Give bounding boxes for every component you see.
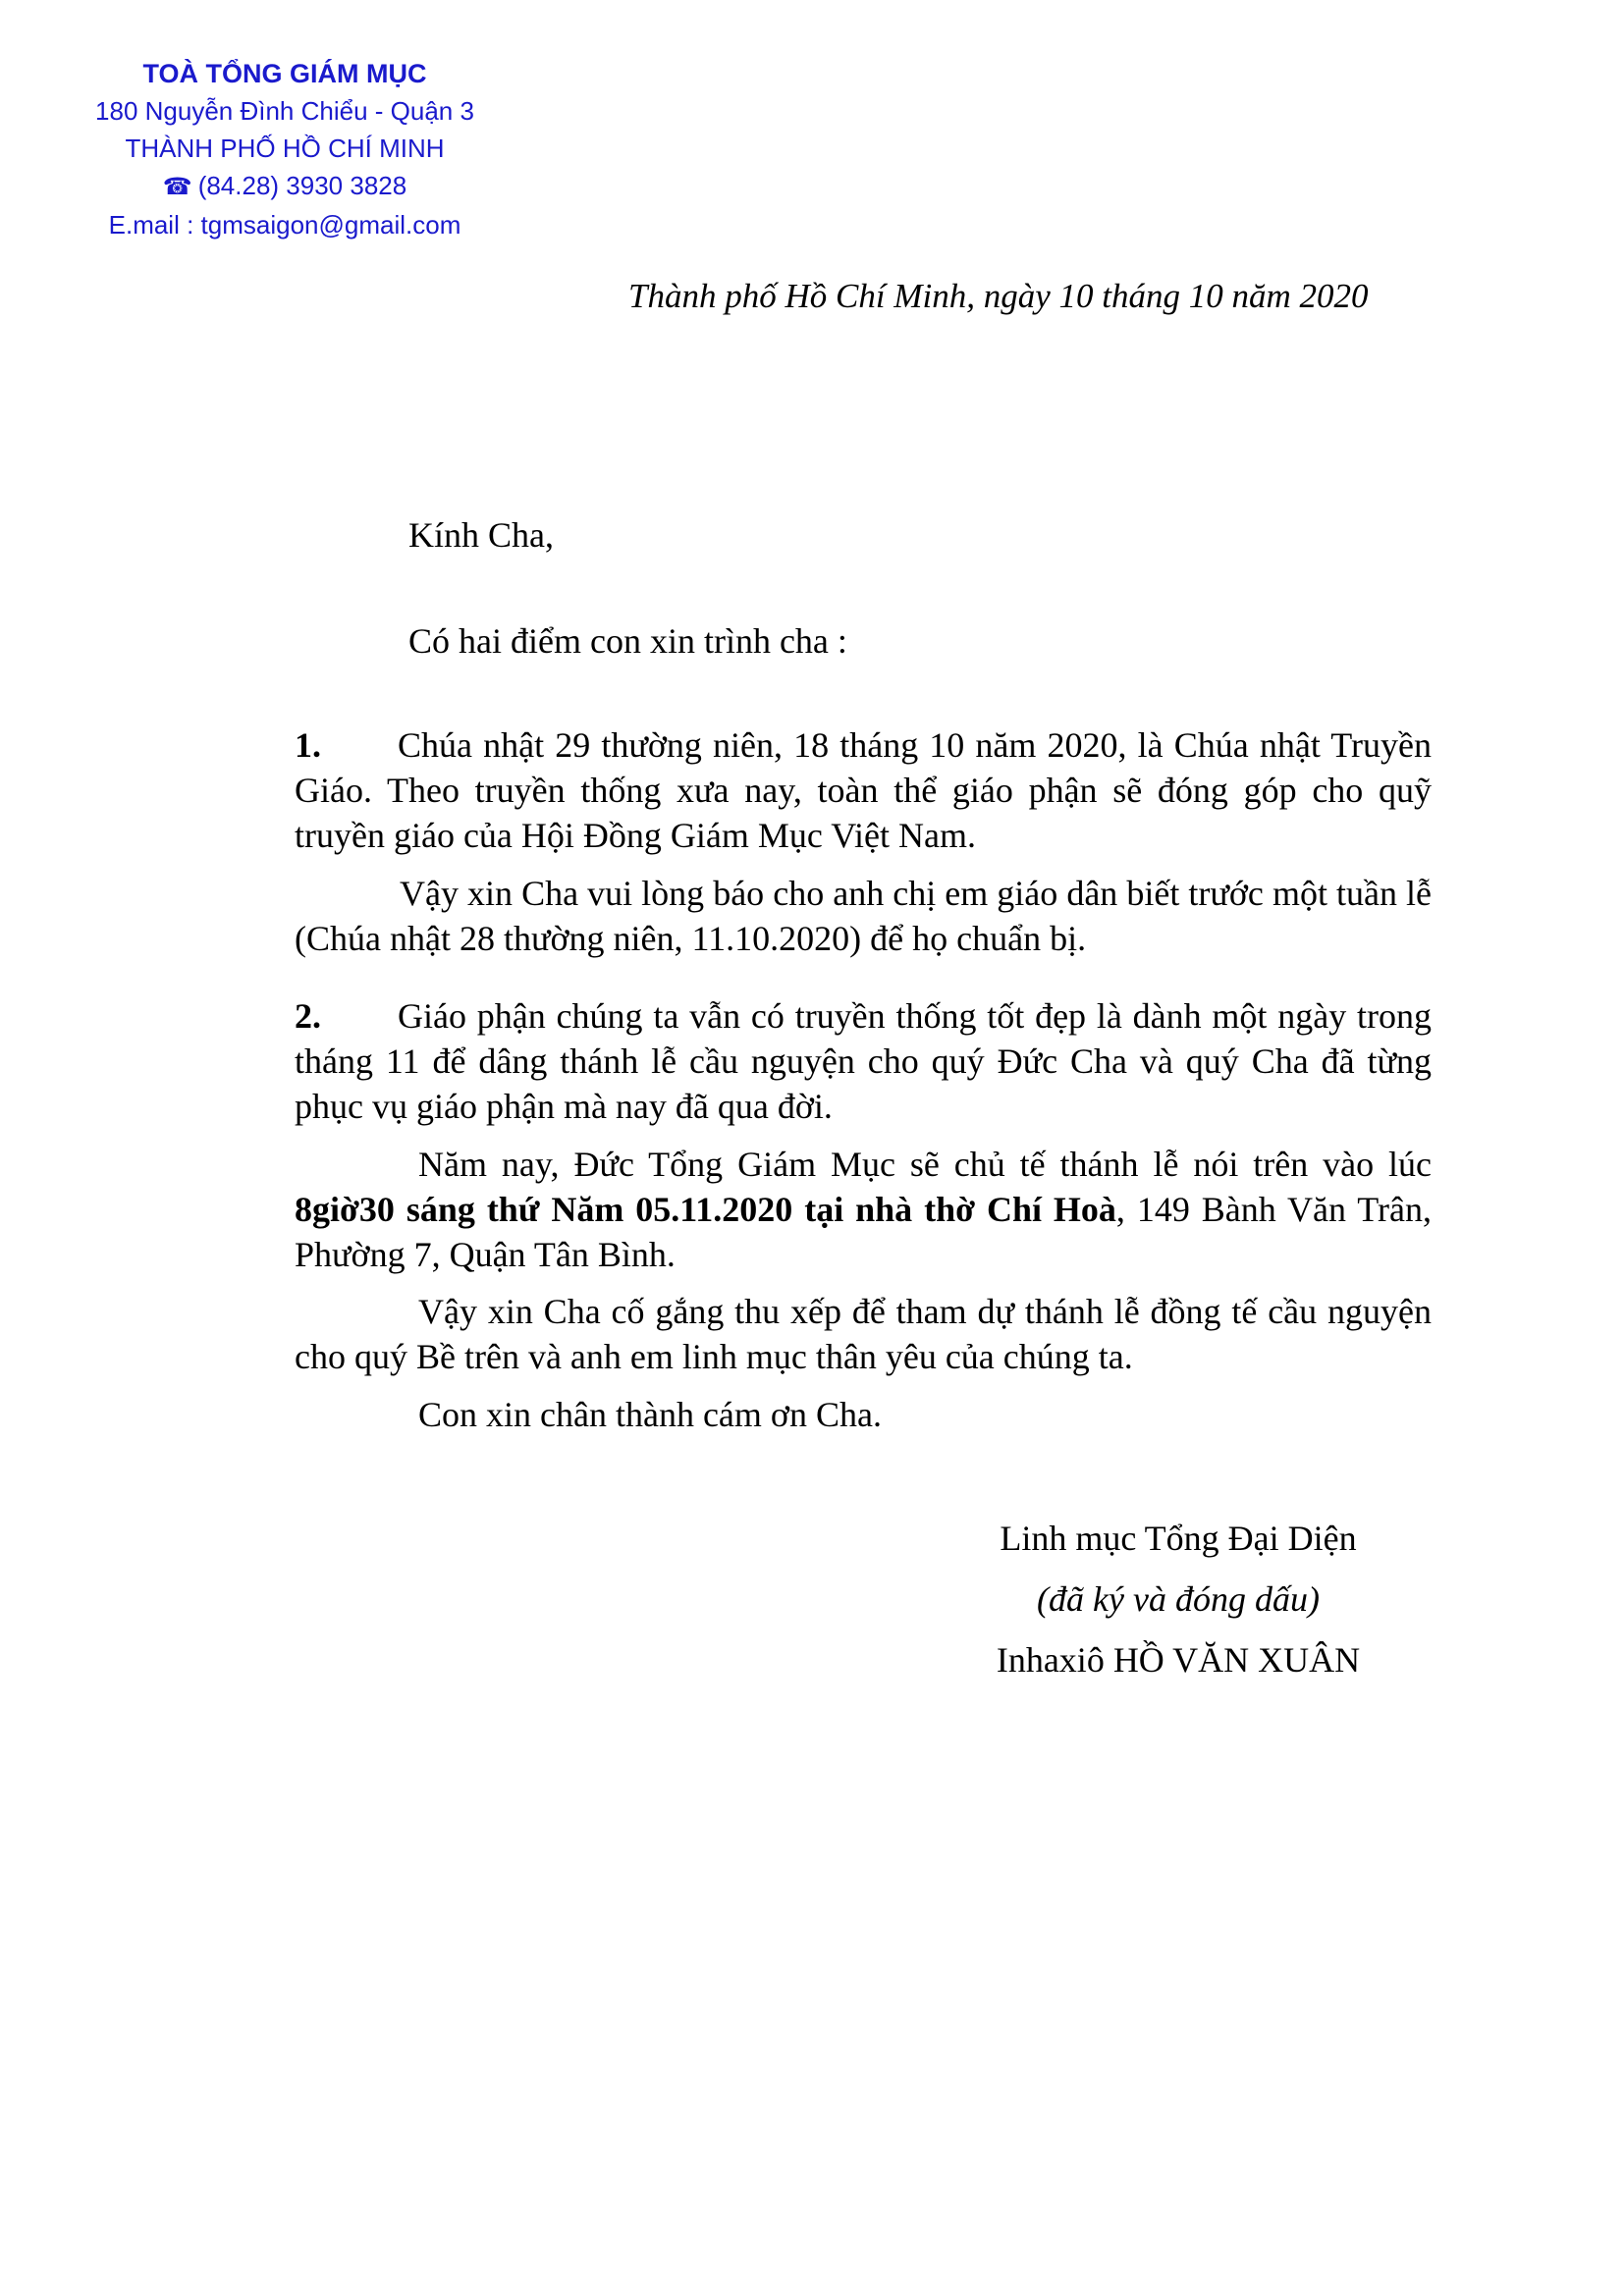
- letterhead-phone-line: [59, 167, 511, 206]
- letterhead: [59, 55, 511, 243]
- point-1: [295, 722, 1432, 858]
- point-2-number: 2.: [295, 996, 321, 1036]
- point-1-text: Chúa nhật 29 thường niên, 18 tháng 10 năm 2020, là Chúa nhật Truyền Giáo. Theo truyền thống xưa nay, toàn thể giáo phận sẽ đóng góp cho quỹ truyền giáo của Hội Đồng Giám Mục Việt Nam.: [295, 725, 1432, 855]
- letterhead-address: 180 Nguyễn Đình Chiểu - Quận 3: [95, 96, 474, 126]
- point-2-text: Giáo phận chúng ta vẫn có truyền thống tốt đẹp là dành một ngày trong tháng 11 để dâng thánh lễ cầu nguyện cho quý Đức Cha và quý Cha đã từng phục vụ giáo phận mà nay đã qua đời.: [295, 996, 1432, 1126]
- thanks-line: Con xin chân thành cám ơn Cha.: [418, 1395, 882, 1434]
- signature-title: Linh mục Tổng Đại Diện: [1000, 1519, 1357, 1558]
- letterhead-org: TOÀ TỔNG GIÁM MỤC: [142, 59, 427, 88]
- point-1-followup: Vậy xin Cha vui lòng báo cho anh chị em giáo dân biết trước một tuần lễ (Chúa nhật 28 thường niên, 11.10.2020) để họ chuẩn bị.: [295, 874, 1432, 958]
- date-line: Thành phố Hồ Chí Minh, ngày 10 tháng 10 năm 2020: [628, 277, 1369, 315]
- signature-name: Inhaxiô HỒ VĂN XUÂN: [996, 1640, 1361, 1680]
- letterhead-email: E.mail : tgmsaigon@gmail.com: [108, 210, 461, 240]
- point-2-detail-bold: 8giờ30 sáng thứ Năm 05.11.2020 tại nhà thờ Chí Hoà: [295, 1190, 1116, 1229]
- point-1-number: 1.: [295, 725, 321, 765]
- salutation: Kính Cha,: [408, 515, 554, 555]
- letterhead-city: THÀNH PHỐ HỒ CHÍ MINH: [125, 133, 445, 163]
- intro-line: Có hai điểm con xin trình cha :: [408, 621, 847, 661]
- point-2-request: Vậy xin Cha cố gắng thu xếp để tham dự thánh lễ đồng tế cầu nguyện cho quý Bề trên và anh em linh mục thân yêu của chúng ta.: [295, 1292, 1432, 1376]
- signature-note: (đã ký và đóng dấu): [1037, 1579, 1320, 1619]
- point-2-detail-pre: Năm nay, Đức Tổng Giám Mục sẽ chủ tế thánh lễ nói trên vào lúc: [418, 1145, 1432, 1184]
- telephone-icon: ☎: [162, 174, 192, 200]
- letterhead-phone: (84.28) 3930 3828: [197, 171, 407, 200]
- point-2-detail-post: , 149 Bành Văn Trân, Phường 7, Quận Tân Bình.: [295, 1190, 1432, 1274]
- point-2-detail: [295, 1142, 1432, 1277]
- point-2: [295, 993, 1432, 1129]
- signature-block: [923, 1508, 1434, 1690]
